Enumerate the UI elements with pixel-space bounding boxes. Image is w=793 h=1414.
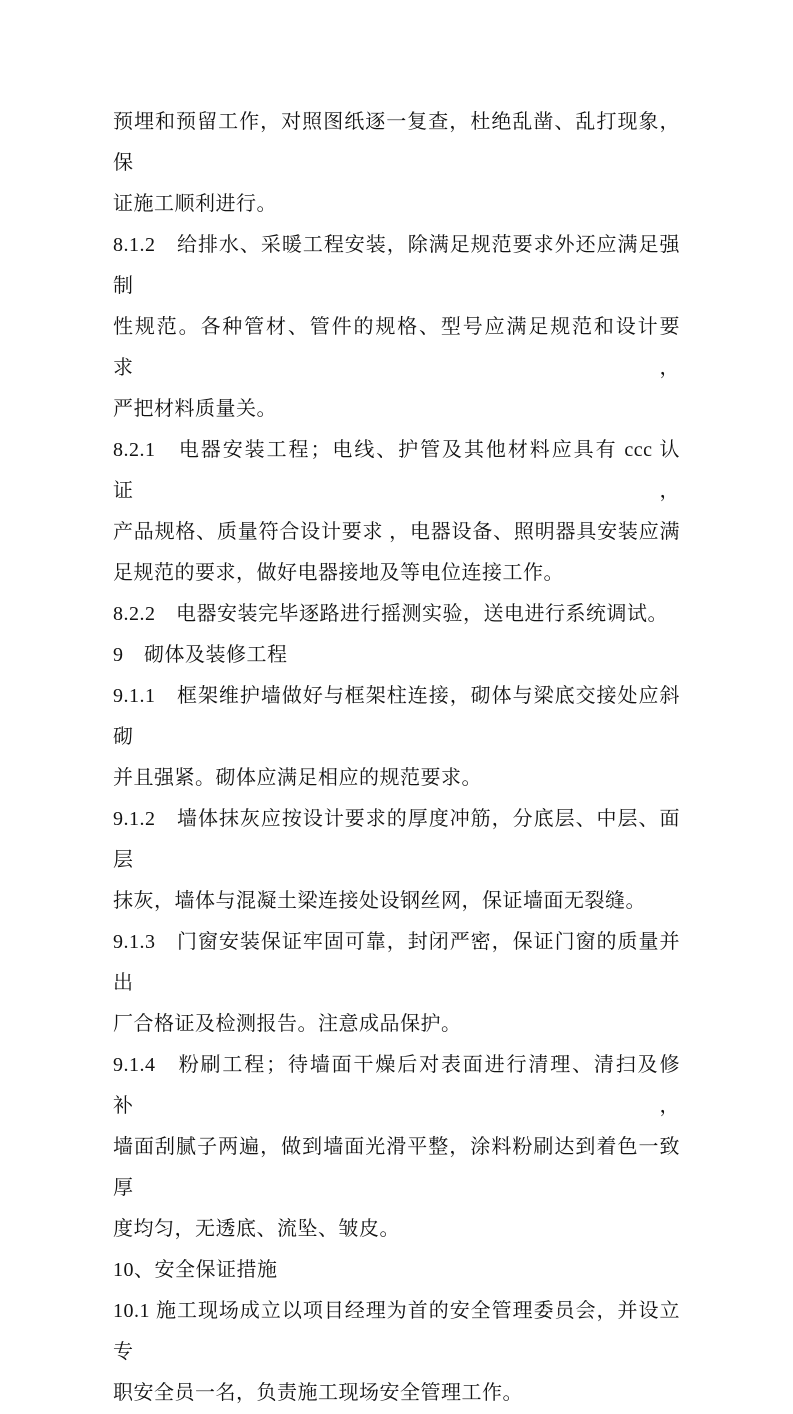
text-line: 厂合格证及检测报告。注意成品保护。 (113, 1013, 462, 1035)
document-body (113, 102, 680, 1414)
paragraph (113, 1045, 680, 1250)
text-line: 证施工顺利进行。 (113, 193, 277, 215)
paragraph (113, 1291, 680, 1414)
paragraph (113, 102, 680, 225)
paragraph (113, 430, 680, 594)
text-line: 9.1.4 粉刷工程；待墙面干燥后对表面进行清理、清扫及修补， (113, 1054, 680, 1117)
text-line: 性规范。各种管材、管件的规格、型号应满足规范和设计要求， (113, 316, 680, 379)
text-line: 8.1.2 给排水、采暖工程安装，除满足规范要求外还应满足强制 (113, 234, 680, 297)
paragraph (113, 635, 680, 676)
text-line: 并且强紧。砌体应满足相应的规范要求。 (113, 767, 482, 789)
paragraph (113, 922, 680, 1045)
text-line: 预埋和预留工作，对照图纸逐一复查，杜绝乱凿、乱打现象，保 (113, 111, 680, 174)
paragraph (113, 594, 680, 635)
text-line: 8.2.1 电器安装工程；电线、护管及其他材料应具有 ccc 认证， (113, 439, 680, 502)
text-line: 职安全员一名，负责施工现场安全管理工作。 (113, 1382, 523, 1404)
text-line: 严把材料质量关。 (113, 398, 277, 420)
paragraph (113, 225, 680, 430)
text-line: 抹灰，墙体与混凝土梁连接处设钢丝网，保证墙面无裂缝。 (113, 890, 646, 912)
text-line: 9.1.1 框架维护墙做好与框架柱连接，砌体与梁底交接处应斜砌 (113, 685, 680, 748)
text-line: 8.2.2 电器安装完毕逐路进行摇测实验，送电进行系统调试。 (113, 603, 668, 625)
paragraph (113, 676, 680, 799)
text-line: 度均匀，无透底、流坠、皱皮。 (113, 1218, 400, 1240)
text-line: 9.1.3 门窗安装保证牢固可靠，封闭严密，保证门窗的质量并出 (113, 931, 680, 994)
text-line: 9 砌体及装修工程 (113, 644, 288, 666)
paragraph (113, 799, 680, 922)
text-line: 足规范的要求，做好电器接地及等电位连接工作。 (113, 562, 564, 584)
text-line: 9.1.2 墙体抹灰应按设计要求的厚度冲筋，分底层、中层、面层 (113, 808, 680, 871)
paragraph (113, 1250, 680, 1291)
text-line: 10.1 施工现场成立以项目经理为首的安全管理委员会，并设立专 (113, 1300, 680, 1363)
text-line: 产品规格、质量符合设计要求 ，电器设备、照明器具安装应满 (113, 521, 680, 543)
text-line: 墙面刮腻子两遍，做到墙面光滑平整，涂料粉刷达到着色一致厚 (113, 1136, 680, 1199)
text-line: 10、安全保证措施 (113, 1259, 278, 1281)
